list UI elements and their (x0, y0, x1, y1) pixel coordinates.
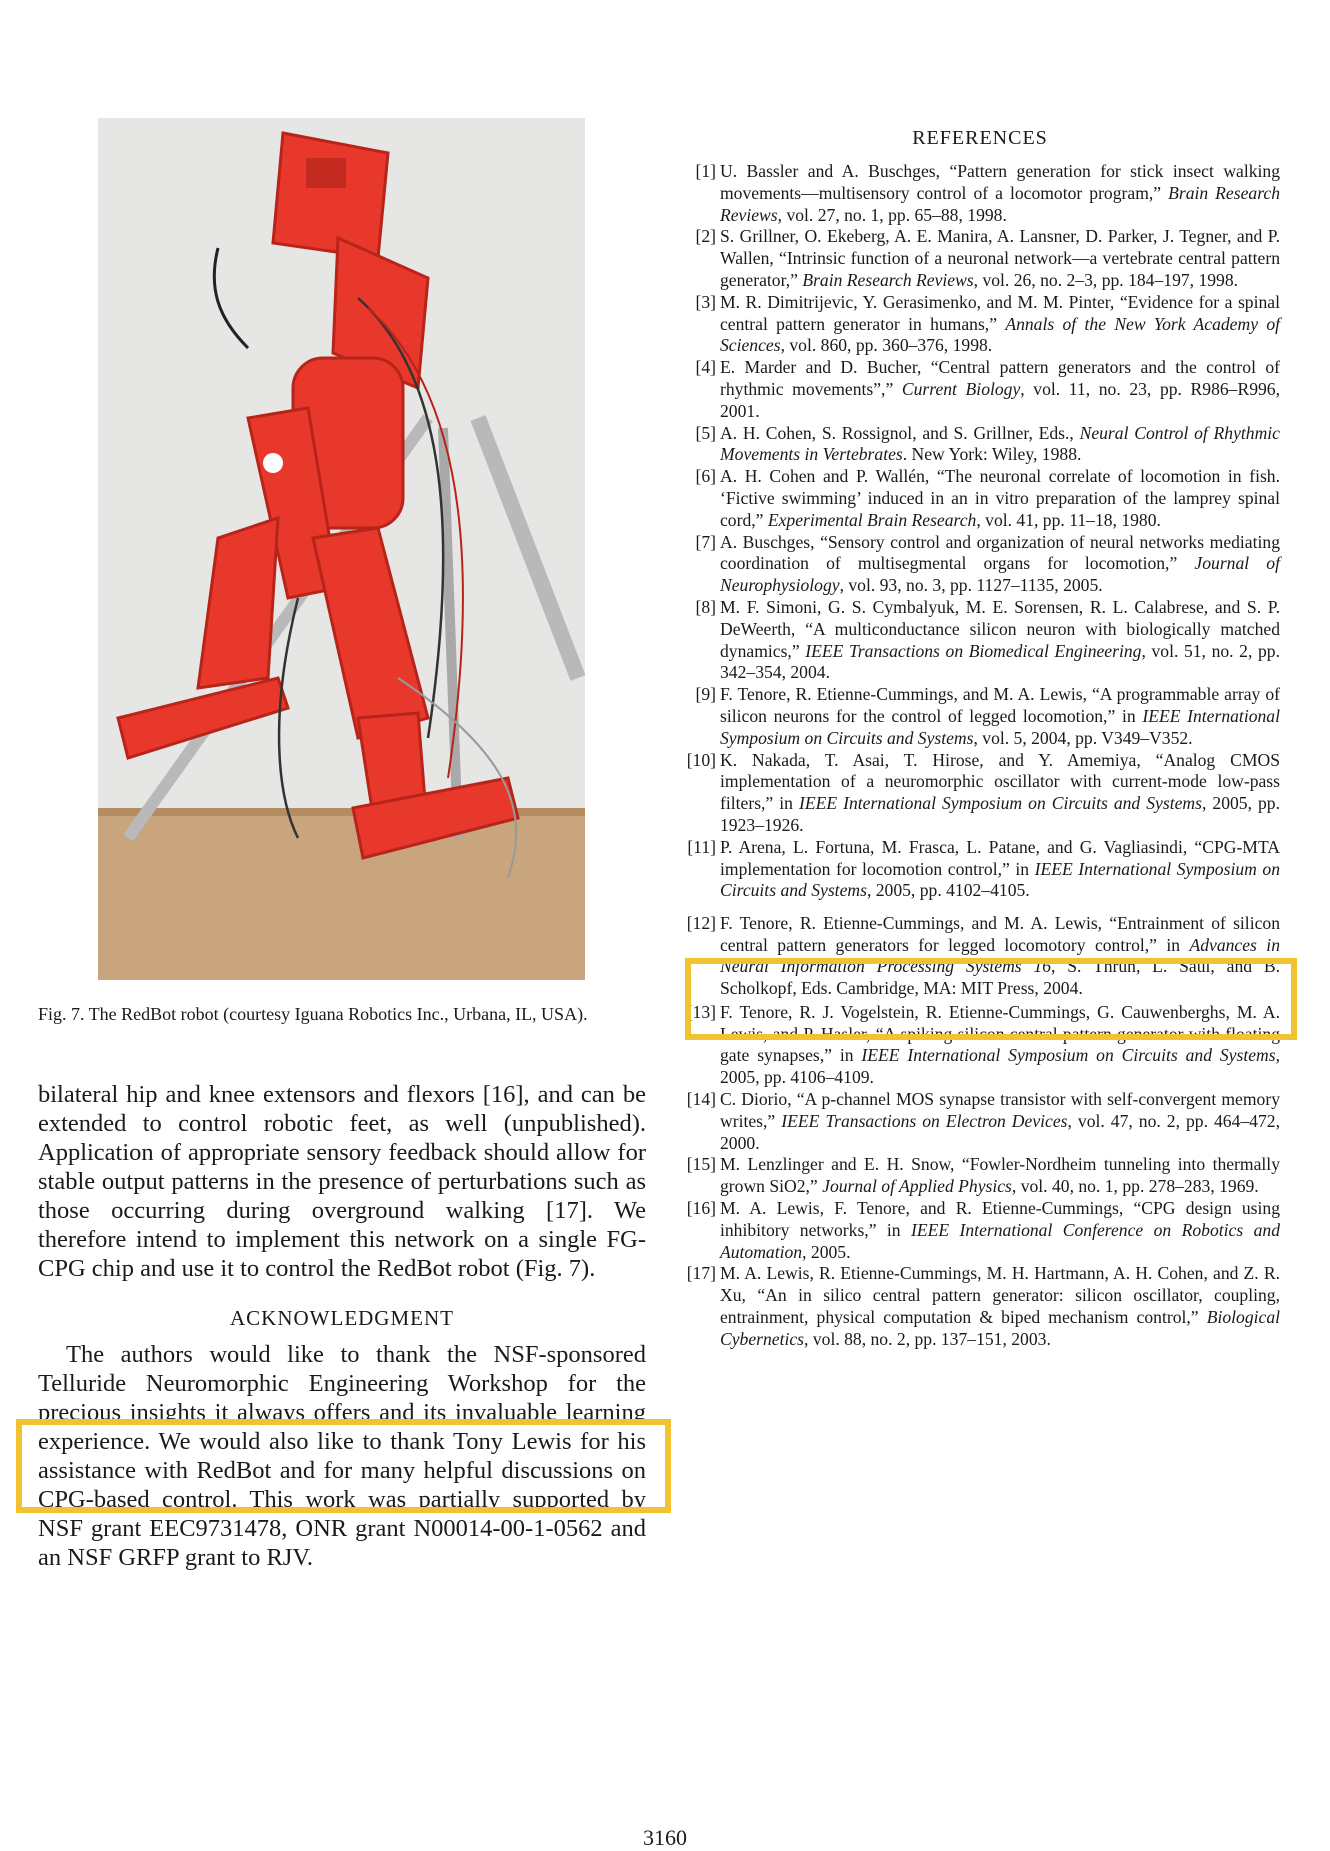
reference-text: F. Tenore, R. Etienne-Cummings, and M. A. Lewis, “A programmable array of silicon neurons for the control of legged locomotion,” in (720, 684, 1280, 726)
reference-text: M. R. Dimitrijevic, Y. Gerasimenko, and M. M. Pinter, “Evidence for a spinal central pattern generator in humans,” (720, 291, 1280, 334)
highlight-box-acknowledgment (16, 1419, 671, 1513)
reference-item (680, 597, 1280, 684)
reference-item (680, 750, 1280, 837)
reference-number: [10] (686, 749, 716, 770)
reference-text: M. A. Lewis, F. Tenore, and R. Etienne-Cummings, “CPG design using inhibitory networks,” in (720, 1198, 1280, 1240)
reference-venue: Experimental Brain Research (767, 509, 977, 530)
reference-number: [13] (686, 1001, 716, 1022)
reference-number: [2] (695, 226, 716, 247)
reference-details: , 2005, pp. 4102–4105. (866, 880, 1030, 901)
reference-text: S. Grillner, O. Ekeberg, A. E. Manira, A. Lansner, D. Parker, J. Tegner, and P. Wallen, “Intrinsic function of a neuronal network—a vertebrate central pattern generator,” (720, 226, 1280, 290)
reference-details: , vol. 27, no. 1, pp. 65–88, 1998. (777, 204, 1007, 225)
reference-details: , vol. 11, no. 23, pp. R986–R996, 2001. (720, 378, 1280, 421)
body-paragraph-text: bilateral hip and knee extensors and flexors [16], and can be extended to control robotic feet, as well (unpublished). Application of appropriate sensory feedback should allow for stable output patterns in the presence of perturbations such as those occurring during overground walking [17]. We therefore intend to implement this network on a single FG-CPG chip and use it to control the RedBot robot (Fig. 7). (38, 1081, 646, 1282)
reference-details: . New York: Wiley, 1988. (902, 444, 1082, 465)
reference-number: [7] (695, 531, 716, 552)
figure-7-photo (98, 118, 585, 980)
reference-venue: IEEE International Conference on Robotics and Automation (720, 1219, 1281, 1262)
reference-number: [8] (695, 596, 716, 617)
reference-details: , 2005, pp. 4106–4109. (720, 1045, 1280, 1088)
reference-item (680, 1263, 1280, 1350)
reference-item (680, 161, 1280, 226)
reference-details: , vol. 41, pp. 11–18, 1980. (976, 509, 1161, 530)
reference-venue: Current Biology (901, 378, 1021, 399)
reference-venue: Annals of the New York Academy of Sciences (720, 313, 1280, 356)
figure-caption: Fig. 7. The RedBot robot (courtesy Iguana Robotics Inc., Urbana, IL, USA). (38, 1004, 588, 1024)
acknowledgment-text: The authors would like to thank the NSF-sponsored Telluride Neuromorphic Engineering Workshop for the precious insights it always offers and its invaluable learning experience. We would also like to thank Tony Lewis for his assistance with RedBot and for many helpful discussions on CPG-based control. This work was partially supported by NSF grant EEC9731478, ONR grant N00014-00-1-0562 and an NSF GRFP grant to RJV. (38, 1341, 646, 1571)
reference-details: , vol. 26, no. 2–3, pp. 184–197, 1998. (973, 269, 1239, 290)
reference-details: , vol. 93, no. 3, pp. 1127–1135, 2005. (839, 575, 1103, 596)
reference-item (680, 684, 1280, 749)
reference-number: [4] (695, 357, 716, 378)
reference-text: K. Nakada, T. Asai, T. Hirose, and Y. Amemiya, “Analog CMOS implementation of a neuromorphic oscillator with current-mode low-pass filters,” in (720, 749, 1280, 814)
body-paragraph (38, 1080, 646, 1283)
reference-venue: Neural Control of Rhythmic Movements in Vertebrates (720, 422, 1280, 465)
reference-item (680, 532, 1280, 597)
reference-text: F. Tenore, R. J. Vogelstein, R. Etienne-Cummings, G. Cauwenberghs, M. A. Lewis, and P. Hasler, “A spiking silicon central pattern generator with floating gate synapses,” in (720, 1001, 1280, 1066)
reference-venue: Brain Research Reviews (720, 182, 1280, 225)
reference-venue: IEEE International Symposium on Circuits and Systems (861, 1045, 1276, 1066)
reference-venue: Biological Cybernetics (720, 1307, 1280, 1349)
reference-text: U. Bassler and A. Buschges, “Pattern generation for stick insect walking movements—multisensory control of a locomotor program,” (720, 161, 1280, 203)
reference-details: , vol. 88, no. 2, pp. 137–151, 2003. (804, 1328, 1051, 1349)
reference-item (680, 1089, 1280, 1154)
reference-item (680, 357, 1280, 422)
reference-text: F. Tenore, R. Etienne-Cummings, and M. A. Lewis, “Entrainment of silicon central pattern generators for legged locomotory control,” in (720, 912, 1280, 955)
reference-details: , vol. 47, no. 2, pp. 464–472, 2000. (720, 1110, 1280, 1153)
reference-number: [5] (695, 422, 716, 443)
reference-text: C. Diorio, “A p-channel MOS synapse transistor with self-convergent memory writes,” (720, 1089, 1280, 1131)
reference-item (680, 466, 1280, 531)
reference-text: P. Arena, L. Fortuna, M. Frasca, L. Patane, and G. Vagliasindi, “CPG-MTA implementation for locomotion control,” in (720, 836, 1280, 879)
reference-number: [6] (695, 466, 716, 487)
reference-item (680, 292, 1280, 357)
reference-item (680, 226, 1280, 291)
reference-item (680, 1154, 1280, 1198)
reference-text: M. F. Simoni, G. S. Cymbalyuk, M. E. Sorensen, R. L. Calabrese, and S. P. DeWeerth, “A multiconductance silicon neuron with biologically matched dynamics,” (720, 596, 1280, 661)
reference-number: [14] (686, 1089, 716, 1110)
reference-venue: Advances in Neural Information Processing Systems 16 (720, 934, 1280, 977)
reference-number: [12] (686, 912, 716, 933)
reference-details: , vol. 860, pp. 360–376, 1998. (780, 335, 993, 356)
reference-item (680, 837, 1280, 902)
reference-venue: IEEE Transactions on Biomedical Engineering (805, 640, 1142, 661)
reference-item (680, 423, 1280, 467)
reference-details: , vol. 51, no. 2, pp. 342–354, 2004. (720, 640, 1280, 683)
reference-number: [16] (686, 1198, 716, 1219)
reference-details: , 2005, pp. 1923–1926. (720, 793, 1280, 835)
reference-text: A. H. Cohen, S. Rossignol, and S. Grillner, Eds., (720, 422, 1080, 443)
reference-venue: Brain Research Reviews (802, 269, 974, 290)
reference-venue: Journal of Neurophysiology (720, 553, 1280, 596)
reference-venue: Journal of Applied Physics (822, 1176, 1012, 1197)
acknowledgment-heading: ACKNOWLEDGMENT (230, 1306, 454, 1330)
reference-number: [9] (695, 684, 716, 705)
reference-number: [17] (686, 1263, 716, 1284)
reference-details: , 2005. (802, 1241, 851, 1262)
reference-venue: IEEE International Symposium on Circuits and Systems (798, 793, 1202, 814)
references-heading: REFERENCES (912, 127, 1048, 149)
reference-details: , vol. 40, no. 1, pp. 278–283, 1969. (1011, 1176, 1259, 1197)
reference-details: , S. Thrun, L. Saul, and B. Scholkopf, Eds. Cambridge, MA: MIT Press, 2004. (720, 956, 1280, 999)
reference-number: [3] (695, 291, 716, 312)
reference-venue: IEEE International Symposium on Circuits and Systems (720, 705, 1280, 748)
reference-venue: IEEE Transactions on Electron Devices (781, 1110, 1068, 1131)
reference-number: [15] (686, 1154, 716, 1175)
reference-text: A. H. Cohen and P. Wallén, “The neuronal correlate of locomotion in fish. ‘Fictive swimming’ induced in an in vitro preparation of the lamprey spinal cord,” (720, 466, 1280, 530)
reference-text: M. A. Lewis, R. Etienne-Cummings, M. H. Hartmann, A. H. Cohen, and Z. R. Xu, “An in silico central pattern generator: silicon oscillator, coupling, entrainment, physical computation & biped mechanism control,” (720, 1263, 1280, 1328)
reference-item (680, 1198, 1280, 1263)
references-list (680, 161, 1280, 1351)
reference-text: M. Lenzlinger and E. H. Snow, “Fowler-Nordheim tunneling into thermally grown SiO2,” (720, 1154, 1280, 1197)
redbot-robot-image (98, 118, 585, 980)
reference-text: A. Buschges, “Sensory control and organization of neural networks mediating coordination of multisegmental organs for locomotion,” (720, 531, 1280, 574)
page-number: 3160 (643, 1825, 687, 1850)
reference-text: E. Marder and D. Bucher, “Central pattern generators and the control of rhythmic movements”,” (720, 357, 1280, 399)
reference-details: , vol. 5, 2004, pp. V349–V352. (973, 727, 1193, 748)
highlight-box-reference-12 (685, 958, 1297, 1040)
reference-venue: IEEE International Symposium on Circuits and Systems (720, 858, 1280, 901)
reference-number: [1] (695, 161, 716, 181)
reference-number: [11] (687, 836, 716, 857)
